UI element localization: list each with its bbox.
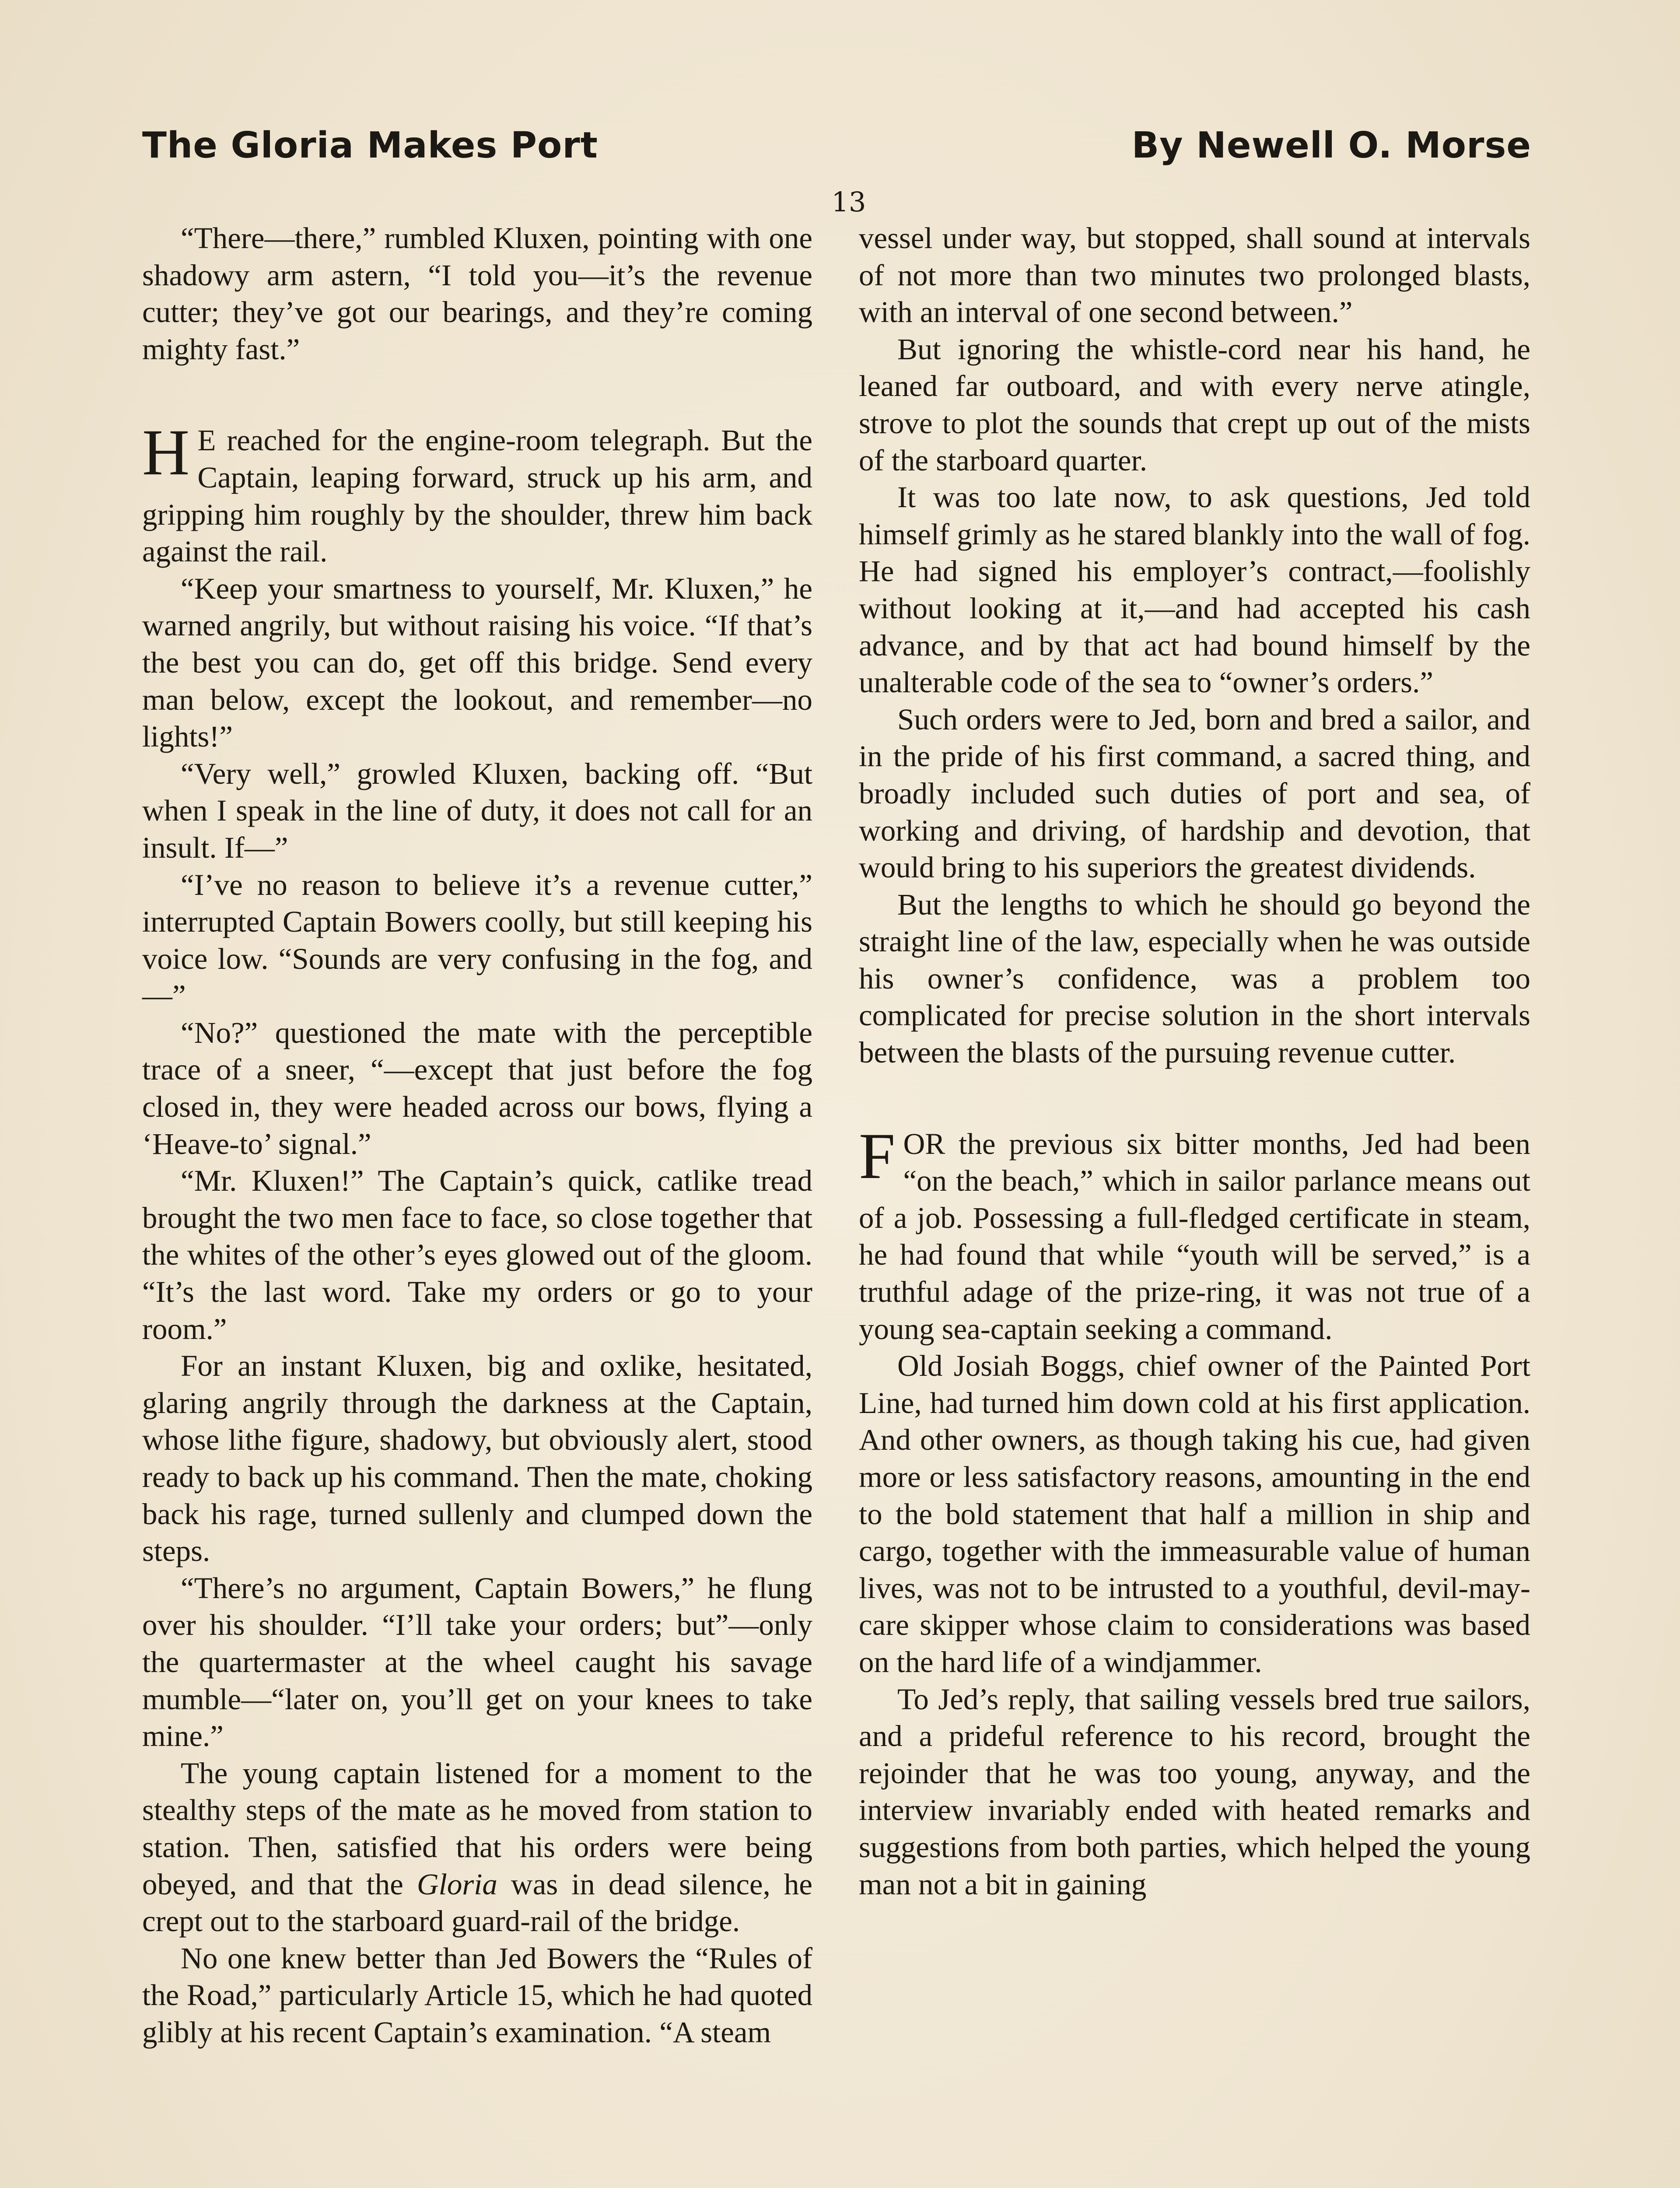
paragraph: “There—there,” rumbled Kluxen, pointing with one shadowy arm astern, “I told you—it’s the revenue cutter; they’ve got our bearings, and they’re coming mighty fast.”: [142, 221, 812, 366]
paragraph: “Keep your smartness to yourself, Mr. Kluxen,” he warned angrily, but without raising his voice. “If that’s the best you can do, get off this bridge. Send every man below, except the lookout, and remember—no lights!”: [142, 572, 812, 754]
drop-cap: H: [142, 416, 190, 489]
section-opening-paragraph: [859, 1119, 1530, 1348]
ship-name: Gloria: [416, 1867, 497, 1901]
paragraph: No one knew better than Jed Bowers the “Rules of the Road,” particularly Article 15, which he had quoted glibly at his recent Captain’s examination. “A steam: [142, 1941, 812, 2049]
paragraph: “I’ve no reason to believe it’s a revenue cutter,” interrupted Captain Bowers coolly, but still keeping his voice low. “Sounds are very confusing in the fog, and—”: [142, 868, 812, 1013]
paragraph: For an instant Kluxen, big and oxlike, hesitated, glaring angrily through the darkness at the Captain, whose lithe figure, shadowy, but obviously alert, stood ready to back up his command. Then the mate, choking back his rage, turned sullenly and clumped down the steps.: [142, 1349, 812, 1568]
left-column: [142, 220, 812, 2051]
paragraph: “There’s no argument, Captain Bowers,” he flung over his shoulder. “I’ll take your orders; but”—only the quartermaster at the wheel caught his savage mumble—“later on, you’ll get on your knees to take mine.”: [142, 1571, 812, 1753]
paragraph: But the lengths to which he should go beyond the straight line of the law, especially when he was outside his owner’s confidence, was a problem too complicated for precise solution in the short intervals between the blasts of the pursuing revenue cutter.: [859, 887, 1530, 1069]
story-byline: By Newell O. Morse: [1131, 125, 1531, 166]
drop-cap: F: [859, 1119, 896, 1192]
paragraph: It was too late now, to ask questions, Jed told himself grimly as he stared blankly into the wall of fog. He had signed his employer’s contract,—foolishly without looking at it,—and had accepted his cash advance, and by that act had bound himself by the unalterable code of the sea to “owner’s orders.”: [859, 480, 1530, 699]
paragraph-text: OR the previous six bitter months, Jed had been “on the beach,” which in sailor parlance means out of a job. Possessing a full-fledged certificate in steam, he had found that while “youth will be served,” is a truthful adage of the prize-ring, it was not true of a young sea-captain seeking a command.: [859, 1127, 1530, 1346]
paragraph: “Mr. Kluxen!” The Captain’s quick, catlike tread brought the two men face to face, so close together that the whites of the other’s eyes glowed out of the gloom. “It’s the last word. Take my orders or go to your room.”: [142, 1164, 812, 1346]
page-number: 13: [831, 186, 866, 218]
paragraph: “Very well,” growled Kluxen, backing off. “But when I speak in the line of duty, it does not call for an insult. If—”: [142, 757, 812, 864]
paragraph: But ignoring the whistle-cord near his hand, he leaned far outboard, and with every nerve atingle, strove to plot the sounds that crept up out of the mists of the starboard quarter.: [859, 332, 1530, 477]
paragraph: To Jed’s reply, that sailing vessels bred true sailors, and a prideful reference to his record, brought the rejoinder that he was too young, anyway, and the interview invariably ended with heated remarks and suggestions from both parties, which helped the young man not a bit in gaining: [859, 1682, 1530, 1901]
paragraph: Such orders were to Jed, born and bred a sailor, and in the pride of his first command, a sacred thing, and broadly included such duties of port and sea, of working and driving, of hardship and devotion, that would bring to his superiors the greatest dividends.: [859, 702, 1530, 884]
paragraph-text: The young captain listened for a moment to the stealthy steps of the mate as he moved from station to station. Then, satisfied that his orders were being obeyed, and that the: [142, 1756, 812, 1901]
paragraph: [142, 1755, 812, 1940]
paragraph: “No?” questioned the mate with the perceptible trace of a sneer, “—except that just before the fog closed in, they were headed across our bows, flying a ‘Heave-to’ signal.”: [142, 1016, 812, 1161]
paragraph-text: E reached for the engine-room telegraph. But the Captain, leaping forward, struck up his arm, and gripping him roughly by the shoulder, threw him back against the rail.: [142, 424, 812, 568]
story-title: The Gloria Makes Port: [142, 125, 598, 166]
section-opening-paragraph: [142, 416, 812, 570]
paragraph: vessel under way, but stopped, shall sound at intervals of not more than two minutes two prolonged blasts, with an interval of one second between.”: [859, 221, 1530, 329]
running-head: [142, 125, 1531, 177]
right-column: [859, 220, 1530, 1903]
paragraph-text: was in dead silence, he crept out to the starboard guard-rail of the bridge.: [142, 1867, 812, 1938]
paragraph: Old Josiah Boggs, chief owner of the Painted Port Line, had turned him down cold at his first application. And other owners, as though taking his cue, had given more or less satisfactory reasons, amounting in the end to the bold statement that half a million in ship and cargo, together with the immeasurable value of human lives, was not to be intrusted to a youthful, devil-may-care skipper whose claim to considerations was based on the hard life of a windjammer.: [859, 1349, 1530, 1679]
